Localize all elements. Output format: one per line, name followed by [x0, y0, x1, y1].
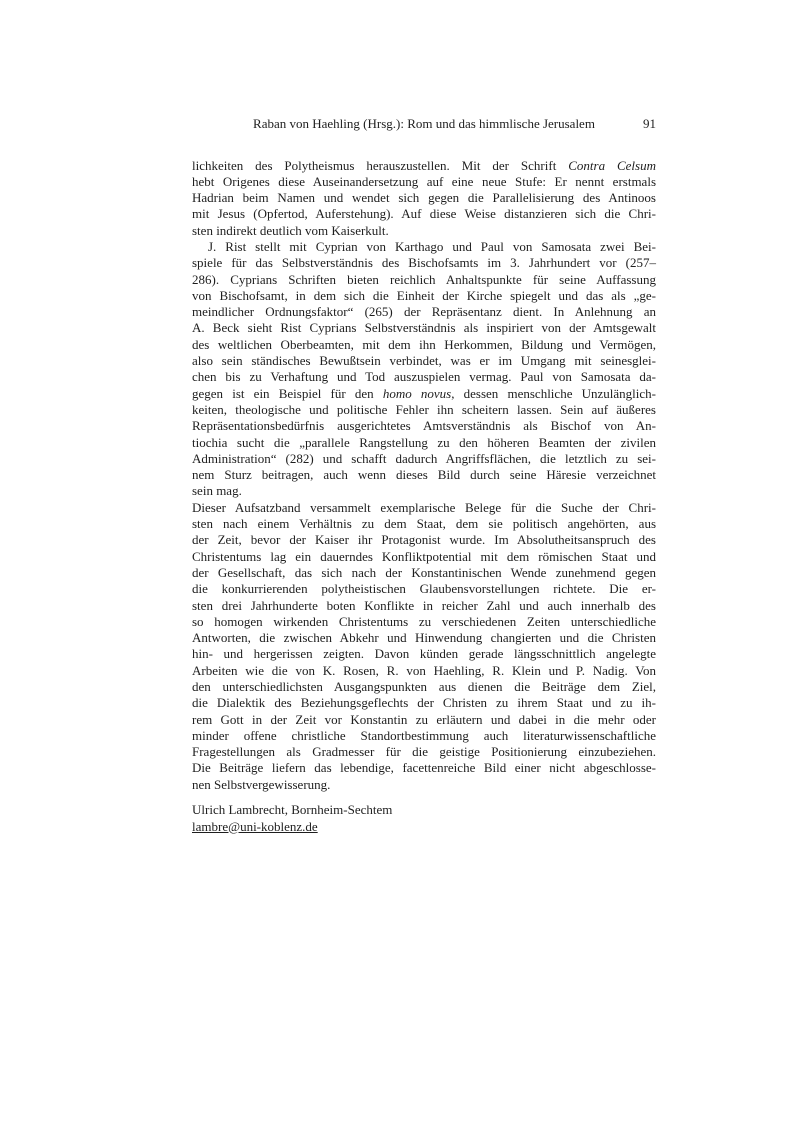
- text-line: der Gesellschaft, das sich nach der Konstantinischen Wende zunehmend gegen: [192, 564, 656, 580]
- text-line: 286). Cyprians Schriften bieten reichlich Anhaltspunkte für seine Auffassung: [192, 271, 656, 287]
- text-line: nem Sturz beitragen, auch wenn dieses Bild durch seine Häresie verzeichnet: [192, 467, 656, 483]
- text-line: rem Gott in der Zeit vor Konstantin zu erläutern und dabei in die mehr oder: [192, 711, 656, 727]
- author-name: Ulrich Lambrecht, Bornheim-Sechtem: [192, 802, 393, 817]
- text-line: A. Beck sieht Rist Cyprians Selbstverständnis als inspiriert von der Amtsgewalt: [192, 320, 656, 336]
- signature-block: [192, 802, 656, 835]
- text-line: keiten, theologische und politische Fehler ihn scheitern lassen. Sein auf äußeres: [192, 401, 656, 417]
- text-line: so homogen wirkenden Christentums zu verschiedenen Zeiten unterschiedliche: [192, 613, 656, 629]
- review-body: [192, 158, 656, 794]
- page-number: 91: [643, 116, 656, 131]
- text-line: Administration“ (282) und schafft dadurch Angriffsflächen, die letztlich zu sei-: [192, 450, 656, 466]
- text-line: lichkeiten des Polytheismus herauszustellen. Mit der Schrift Contra Celsum: [192, 157, 656, 173]
- text-line: Dieser Aufsatzband versammelt exemplarische Belege für die Suche der Chri-: [192, 499, 656, 515]
- text-line: die Dialektik des Beziehungsgeflechts der Christen zu ihrem Staat und zu ih-: [192, 695, 656, 711]
- author-email-link[interactable]: lambre@uni-koblenz.de: [192, 818, 318, 834]
- text-line: nen Selbstvergewisserung.: [192, 776, 331, 792]
- text-line: sten indirekt deutlich vom Kaiserkult.: [192, 222, 389, 238]
- text-line: den unterschiedlichsten Ausgangspunkten aus dienen die Beiträge dem Ziel,: [192, 679, 656, 694]
- text-line: Fragestellungen als Gradmesser für die geistige Positionierung einzubeziehen.: [192, 744, 656, 760]
- text-line: meindlicher Ordnungsfaktor“ (265) der Repräsentanz dient. In Anlehnung an: [192, 304, 656, 320]
- text-line: J. Rist stellt mit Cyprian von Karthago und Paul von Samosata zwei Bei-: [208, 238, 656, 254]
- running-head: [192, 116, 656, 132]
- text-line: chen bis zu Verhaftung und Tod auszuspielen vermag. Paul von Samosata da-: [192, 369, 656, 385]
- running-head-title: Raban von Haehling (Hrsg.): Rom und das himmlische Jerusalem: [253, 116, 595, 131]
- text-line: von Bischofsamt, in dem sich die Einheit der Kirche spiegelt und das als „ge-: [192, 287, 656, 303]
- text-line: sein mag.: [192, 483, 242, 499]
- text-line: Repräsentationsbedürfnis ausgerichtetes Amtsverständnis als Bischof von An-: [192, 418, 656, 434]
- italic-phrase: homo novus: [382, 385, 452, 401]
- text-line: der Zeit, bevor der Kaiser ihr Protagonist wurde. Im Absolutheitsanspruch des: [192, 532, 656, 548]
- text-line: Hadrian beim Namen und wendet sich gegen die Parallelisierung des Antinoos: [192, 190, 656, 206]
- text-line: Arbeiten wie die von K. Rosen, R. von Haehling, R. Klein und P. Nadig. Von: [192, 662, 656, 678]
- text-line: mit Jesus (Opfertod, Auferstehung). Auf diese Weise distanzieren sich die Chri-: [192, 206, 656, 222]
- paragraph: [192, 500, 656, 793]
- text-line: Die Beiträge liefern das lebendige, facettenreiche Bild einer nicht abgeschlosse-: [192, 760, 656, 776]
- text-line: gegen ist ein Beispiel für den homo novus, dessen menschliche Unzulänglich-: [192, 385, 656, 401]
- text-line: Christentums lag ein dauerndes Konfliktpotential mit dem römischen Staat und: [192, 548, 656, 564]
- italic-phrase: Contra Celsum: [568, 157, 656, 173]
- text-line: tiochia sucht die „parallele Rangstellung zu den höheren Beamten der zivilen: [192, 434, 656, 450]
- text-line: spiele für das Selbstverständnis des Bischofsamts im 3. Jahrhundert vor (257–: [192, 255, 656, 271]
- text-line: minder offene christliche Standortbestimmung auch literaturwissenschaftliche: [192, 727, 656, 743]
- text-line: also sein ständisches Bewußtsein verbindet, was er im Umgang mit seinesglei-: [192, 353, 656, 369]
- text-line: des weltlichen Oberbeamten, mit dem ihn Herkommen, Bildung und Vermögen,: [192, 336, 656, 352]
- text-line: sten nach einem Verhältnis zu dem Staat, dem sie politisch angehörten, aus: [192, 516, 656, 532]
- text-line: Antworten, die zwischen Abkehr und Hinwendung changierten und die Christen: [192, 630, 656, 646]
- paragraph: [192, 158, 656, 239]
- text-line: die konkurrierenden polytheistischen Glaubensvorstellungen richtete. Die er-: [192, 581, 656, 597]
- text-line: hebt Origenes diese Auseinandersetzung auf eine neue Stufe: Er nennt erstmals: [192, 173, 656, 189]
- paragraph: [192, 239, 656, 500]
- text-line: sten drei Jahrhunderte boten Konflikte in reicher Zahl und auch innerhalb des: [192, 597, 656, 613]
- text-line: hin- und hergerissen zeigten. Davon künden gerade längsschnittlich angelegte: [192, 646, 656, 662]
